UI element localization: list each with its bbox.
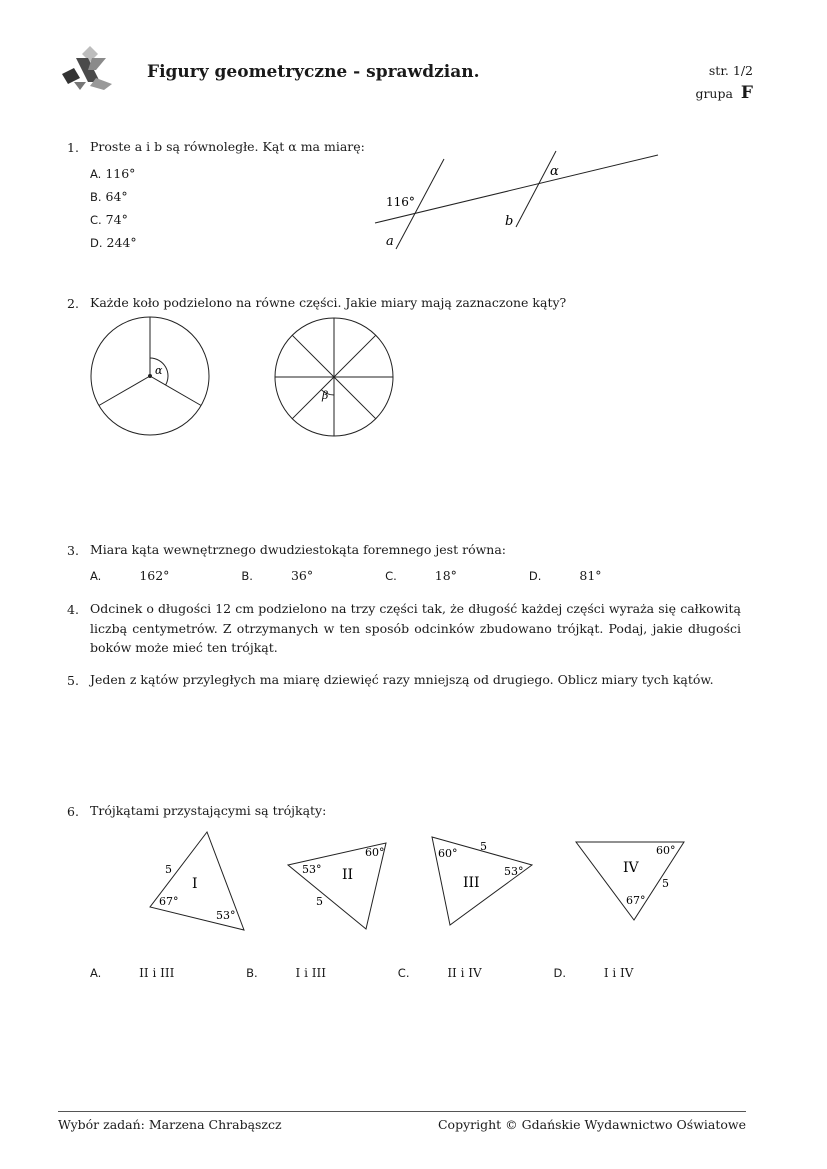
q4-text: Odcinek o długości 12 cm podzielono na trzy części tak, że długość każdej części wyraża się całkowitą liczbą centymetrów. Z otrzymanych w ten sposób odcinków zbudowano trójkąt. Podaj, jakie długości boków może mieć ten trójkąt. — [90, 601, 741, 655]
triangle-I-name: I — [192, 876, 198, 892]
q3-option-a: A. 162° — [90, 568, 170, 583]
footer-copyright: Copyright © Gdańskie Wydawnictwo Oświatowe — [437, 1117, 746, 1132]
page-title: Figury geometryczne - sprawdzian. — [147, 62, 480, 82]
q3-option-d: D. 81° — [528, 568, 602, 583]
svg-text:5: 5 — [165, 863, 172, 876]
q4-number: 4. — [67, 602, 79, 617]
q1-option-b: B. 64° — [90, 189, 128, 204]
q1-option-c: C. 74° — [90, 212, 128, 227]
q1-option-d: D. 244° — [90, 235, 137, 250]
group-label: grupa — [695, 86, 733, 101]
q6-option-c: C. II i IV — [397, 966, 482, 980]
q1-number: 1. — [67, 140, 79, 155]
q6-option-b: B. I i III — [246, 966, 326, 980]
q3-option-b: B. 36° — [241, 568, 314, 583]
triangle-II-name: II — [342, 867, 354, 883]
svg-text:60°: 60° — [656, 844, 676, 857]
q6-triangles-figure — [140, 825, 700, 940]
q6-text: Trójkątami przystającymi są trójkąty: — [90, 803, 327, 818]
line-b-label: b — [505, 214, 514, 229]
publisher-logo — [60, 44, 116, 92]
line-a-label: a — [386, 234, 394, 249]
triangle-III — [432, 837, 532, 925]
circle-three-parts — [91, 317, 209, 435]
q3-text: Miara kąta wewnętrznego dwudziestokąta foremnego jest równa: — [90, 542, 507, 557]
q5-number: 5. — [67, 673, 79, 688]
page-number: str. 1/2 — [708, 63, 753, 78]
q5-text: Jeden z kątów przyległych ma miarę dziewięć razy mniejszą od drugiego. Oblicz miary tych kątów. — [90, 672, 714, 687]
footer-divider — [58, 1111, 746, 1112]
triangle-IV — [576, 842, 684, 920]
svg-text:53°: 53° — [302, 863, 322, 876]
svg-text:53°: 53° — [504, 865, 524, 878]
q6-option-d: D. I i IV — [553, 966, 634, 980]
q1-option-a: A. 116° — [90, 166, 136, 181]
svg-text:5: 5 — [316, 895, 323, 908]
footer-author: Wybór zadań: Marzena Chrabąszcz — [58, 1117, 282, 1132]
triangle-IV-name: IV — [623, 860, 639, 876]
q2-number: 2. — [67, 296, 79, 311]
transversal-line — [375, 155, 658, 223]
q6-options — [90, 966, 701, 980]
q3-options — [90, 568, 670, 583]
alpha-label: α — [155, 364, 163, 377]
q3-option-c: C. 18° — [385, 568, 457, 583]
q2-text: Każde koło podzielono na równe części. Jakie miary mają zaznaczone kąty? — [90, 295, 567, 310]
svg-text:60°: 60° — [438, 847, 458, 860]
svg-text:53°: 53° — [216, 909, 236, 922]
triangle-I — [150, 832, 244, 930]
q2-circles-figure — [88, 316, 408, 440]
angle-116-label: 116° — [386, 195, 415, 209]
line-b — [516, 151, 556, 227]
svg-text:60°: 60° — [365, 846, 385, 859]
triangle-II — [288, 843, 386, 929]
svg-text:67°: 67° — [159, 895, 179, 908]
svg-text:5: 5 — [662, 877, 669, 890]
q1-text: Proste a i b są równoległe. Kąt α ma miarę: — [90, 139, 365, 154]
q1-parallel-lines-figure — [370, 145, 670, 255]
alpha-label: α — [550, 164, 559, 179]
q3-number: 3. — [67, 543, 79, 558]
beta-label: β — [322, 389, 329, 402]
q6-option-a: A. II i III — [90, 966, 175, 980]
triangle-III-name: III — [463, 875, 480, 891]
q6-number: 6. — [67, 804, 79, 819]
circle-eight-parts — [275, 318, 393, 436]
page-info — [695, 60, 753, 105]
group-value: F — [740, 83, 753, 103]
svg-text:67°: 67° — [626, 894, 646, 907]
svg-text:5: 5 — [480, 840, 487, 853]
